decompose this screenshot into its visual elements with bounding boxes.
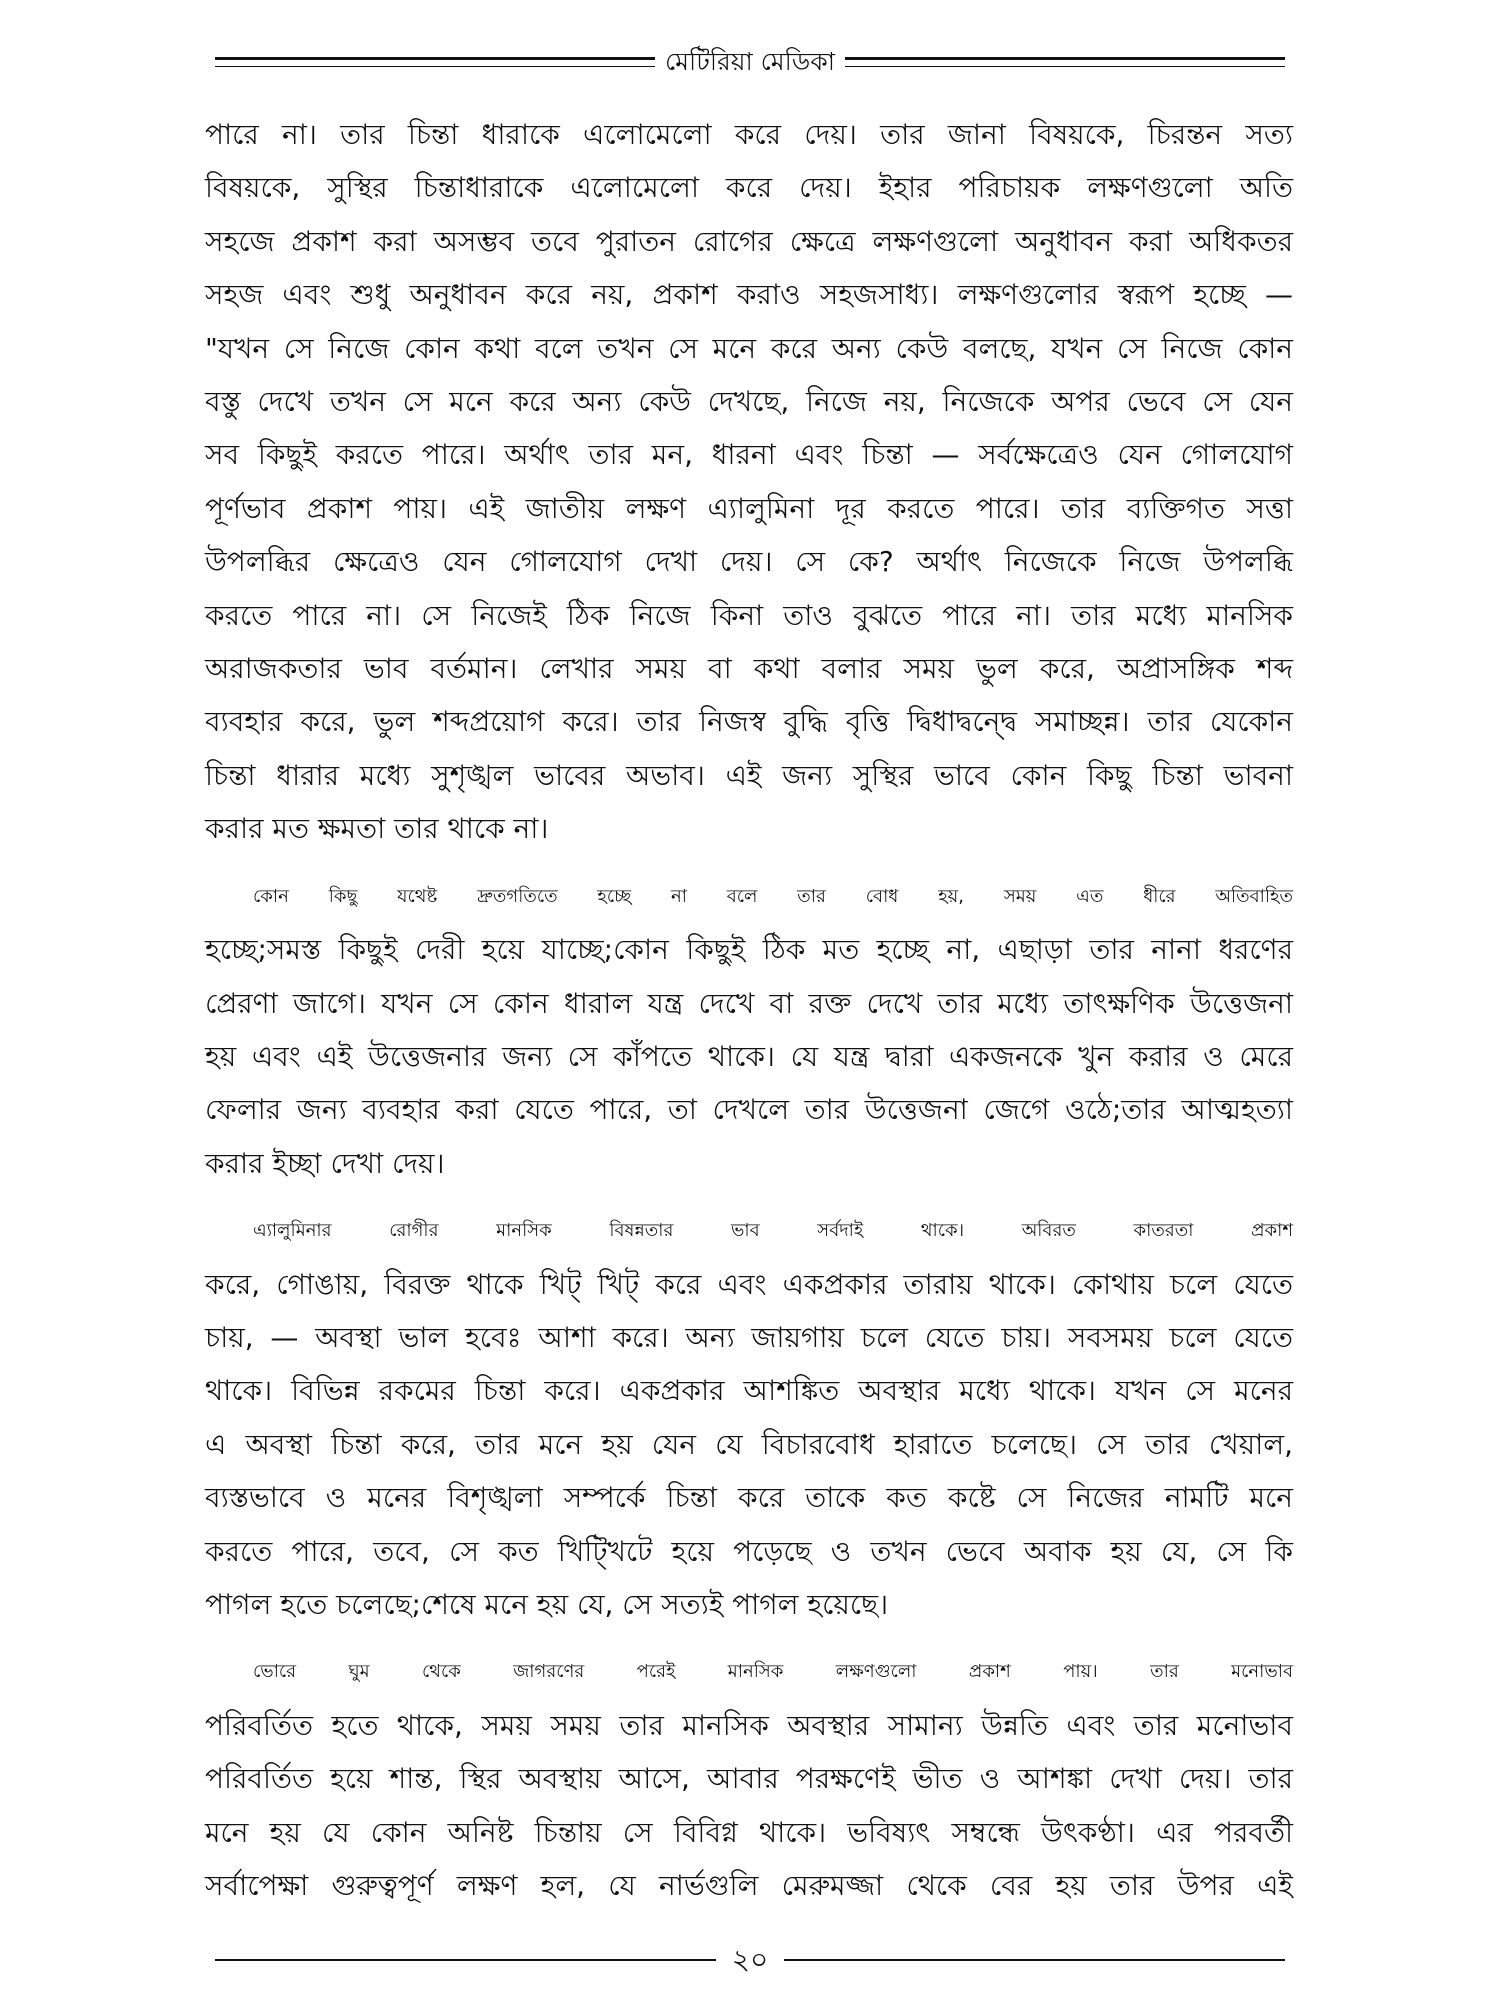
text-line: পরিবর্তিত হতে থাকে, সময় সময় তার মানসিক অবস্থার সামান্য উন্নতি এবং তার মনোভাব [205,1708,1293,1742]
text-line: করতে পারে, তবে, সে কত খিট্খিটে হয়ে পড়েছে ও তখন ভেবে অবাক হয় যে, সে কি [205,1534,1293,1568]
text-line: ব্যবহার করে, ভুল শব্দপ্রয়োগ করে। তার নিজস্ব বুদ্ধি বৃত্তি দ্বিধাদ্বন্দ্বে সমাচ্ছন্ন। তার যেকোন [205,705,1293,739]
text-line: সব কিছুই করতে পারে। অর্থাৎ তার মন, ধারনা এবং চিন্তা — সর্বক্ষেত্রেও যেন গোলযোগ [205,438,1293,472]
text-line: পরিবর্তিত হয়ে শান্ত, স্থির অবস্থায় আসে, আবার পরক্ষণেই ভীত ও আশঙ্কা দেখা দেয়। তার [205,1762,1293,1796]
text-line: ফেলার জন্য ব্যবহার করা যেতে পারে, তা দেখলে তার উত্তেজনা জেগে ওঠে;তার আত্মহত্যা [205,1093,1293,1127]
text-line: হচ্ছে;সমস্ত কিছুই দেরী হয়ে যাচ্ছে;কোন কিছুই ঠিক মত হচ্ছে না, এছাড়া তার নানা ধরণের [205,933,1293,967]
header-rule-right [845,57,1285,67]
footer-rule-left [215,1959,716,1961]
page-footer [215,1942,1285,1978]
text-line: পারে না। তার চিন্তা ধারাকে এলোমেলো করে দেয়। তার জানা বিষয়কে, চিরন্তন সত্য [205,118,1293,151]
paragraph-1 [205,108,1293,856]
text-line: বস্তু দেখে তখন সে মনে করে অন্য কেউ দেখছে, নিজে নয়, নিজেকে অপর ভেবে সে যেন [205,385,1293,419]
text-line: উপলব্ধির ক্ষেত্রেও যেন গোলযোগ দেখা দেয়। সে কে? অর্থাৎ নিজেকে নিজে উপলব্ধি [205,545,1293,579]
header-rule-left [215,57,655,67]
body-text [205,108,1293,1912]
text-line: এ্যালুমিনার রোগীর মানসিক বিষন্নতার ভাব সর্বদাই থাকে। অবিরত কাতরতা প্রকাশ [253,1220,1293,1242]
text-line: মনে হয় যে কোন অনিষ্ট চিন্তায় সে বিবিগ্ন থাকে। ভবিষ্যৎ সম্বন্ধে উৎকণ্ঠা। এর পরবর্তী [205,1815,1293,1849]
page-number: ২০ [731,1943,769,1976]
paragraph-2 [205,870,1293,1190]
text-line: এ অবস্থা চিন্তা করে, তার মনে হয় যেন যে বিচারবোধ হারাতে চলেছে। সে তার খেয়াল, [205,1427,1293,1461]
text-line: ব্যস্তভাবে ও মনের বিশৃঙ্খলা সম্পর্কে চিন্তা করে তাকে কত কষ্টে সে নিজের নামটি মনে [205,1481,1293,1515]
footer-rule-right [784,1959,1285,1961]
text-line: করার ইচ্ছা দেখা দেয়। [205,1146,445,1180]
text-line: "যখন সে নিজে কোন কথা বলে তখন সে মনে করে অন্য কেউ বলছে, যখন সে নিজে কোন [205,331,1293,365]
text-line: করে, গোঙায়, বিরক্ত থাকে খিট্ খিট্ করে এবং একপ্রকার তারায় থাকে। কোথায় চলে যেতে [205,1267,1293,1301]
text-line: অরাজকতার ভাব বর্তমান। লেখার সময় বা কথা বলার সময় ভুল করে, অপ্রাসঙ্গিক শব্দ [205,652,1293,686]
text-line: হয় এবং এই উত্তেজনার জন্য সে কাঁপতে থাকে। যে যন্ত্র দ্বারা একজনকে খুন করার ও মেরে [205,1039,1293,1073]
text-line: করার মত ক্ষমতা তার থাকে না। [205,812,549,846]
text-line: ভোরে ঘুম থেকে জাগরণের পরেই মানসিক লক্ষণগুলো প্রকাশ পায়। তার মনোভাব [253,1661,1293,1683]
text-line: সহজ এবং শুধু অনুধাবন করে নয়, প্রকাশ করাও সহজসাধ্য। লক্ষণগুলোর স্বরূপ হচ্ছে — [205,278,1293,312]
book-title: মেটিরিয়া মেডিকা [665,47,835,76]
running-header [215,42,1285,82]
text-line: প্রেরণা জাগে। যখন সে কোন ধারাল যন্ত্র দেখে বা রক্ত দেখে তার মধ্যে তাৎক্ষণিক উত্তেজনা [205,986,1293,1020]
text-line: পূর্ণভাব প্রকাশ পায়। এই জাতীয় লক্ষণ এ্যালুমিনা দূর করতে পারে। তার ব্যক্তিগত সত্তা [205,491,1293,525]
paragraph-3 [205,1204,1293,1631]
text-line: চায়, — অবস্থা ভাল হবেঃ আশা করে। অন্য জায়গায় চলে যেতে চায়। সবসময় চলে যেতে [205,1320,1293,1354]
text-line: চিন্তা ধারার মধ্যে সুশৃঙ্খল ভাবের অভাব। এই জন্য সুস্থির ভাবে কোন কিছু চিন্তা ভাবনা [205,758,1293,792]
paragraph-4 [205,1645,1293,1912]
text-line: পাগল হতে চলেছে;শেষে মনে হয় যে, সে সত্যই পাগল হয়েছে। [205,1587,889,1621]
text-line: সহজে প্রকাশ করা অসম্ভব তবে পুরাতন রোগের ক্ষেত্রে লক্ষণগুলো অনুধাবন করা অধিকতর [205,224,1293,258]
text-line: থাকে। বিভিন্ন রকমের চিন্তা করে। একপ্রকার আশঙ্কিত অবস্থার মধ্যে থাকে। যখন সে মনের [205,1374,1293,1408]
text-line: সর্বাপেক্ষা গুরুত্বপূর্ণ লক্ষণ হল, যে নার্ভগুলি মেরুমজ্জা থেকে বের হয় তার উপর এই [205,1869,1293,1902]
text-line: বিষয়কে, সুস্থির চিন্তাধারাকে এলোমেলো করে দেয়। ইহার পরিচায়ক লক্ষণগুলো অতি [205,171,1293,205]
text-line: করতে পারে না। সে নিজেই ঠিক নিজে কিনা তাও বুঝতে পারে না। তার মধ্যে মানসিক [205,598,1293,632]
text-line: কোন কিছু যথেষ্ট দ্রুতগতিতে হচ্ছে না বলে তার বোধ হয়, সময় এত ধীরে অতিবাহিত [253,885,1293,907]
